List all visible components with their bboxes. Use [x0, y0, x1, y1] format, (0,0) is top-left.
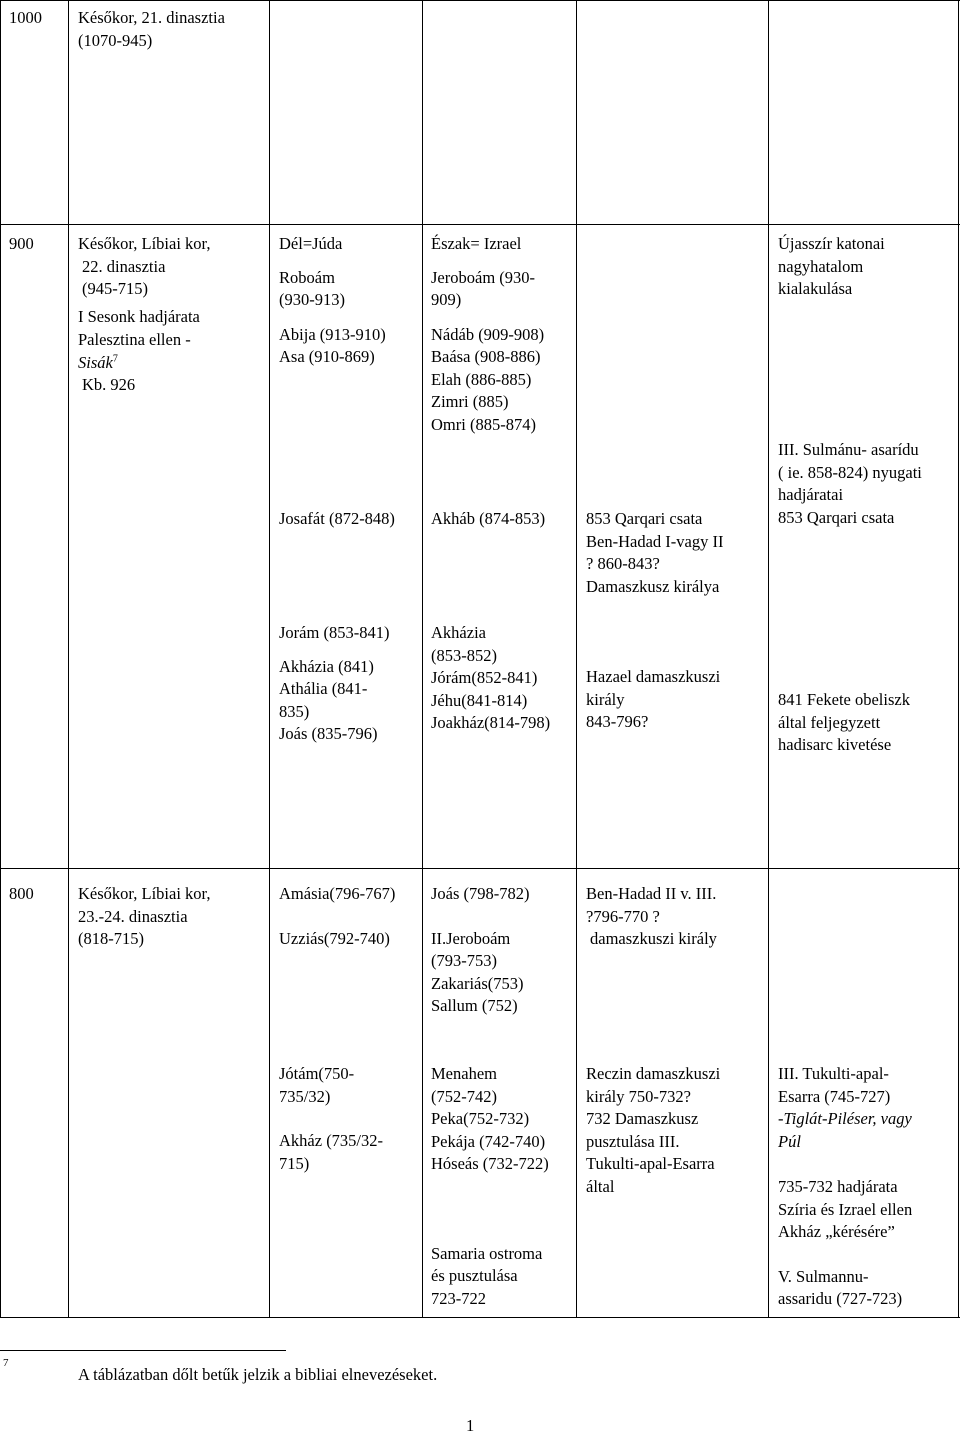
cell-line: Zimri (885) [431, 392, 509, 411]
year-cell [9, 233, 34, 256]
cell-line: Akház „kérésére” [778, 1222, 895, 1241]
cell-line: 1000 [9, 8, 42, 27]
cell-line: Jéhu(841-814) [431, 690, 528, 710]
cell-line: damaszkuszi király [590, 929, 717, 948]
cell-line: 909) [431, 290, 462, 309]
cell-line [431, 256, 544, 267]
cell-line: I Sesonk hadjárata [78, 307, 200, 327]
cell-line: király [586, 689, 625, 709]
cell-line: ?796-770 ? [586, 906, 660, 926]
page-number: 1 [466, 1416, 475, 1435]
juda-cell [279, 1063, 383, 1175]
cell-line: és pusztulása [431, 1266, 518, 1285]
cell-line: (930-913) [279, 290, 345, 309]
cell-line [431, 1176, 549, 1243]
cell-line: Athália (841- [279, 679, 368, 698]
year-cell [9, 883, 34, 906]
biblical-name: Púl [778, 1131, 801, 1151]
table-column-divider [576, 0, 577, 1318]
table-border-bottom [0, 1317, 960, 1318]
biblical-name: -Tiglát-Piléser, vagy [778, 1109, 912, 1128]
cell-line: nagyhatalom [778, 256, 864, 276]
juda-cell [279, 233, 386, 369]
israel-cell [431, 233, 544, 436]
cell-line: Akházia [431, 623, 486, 642]
cell-line: 843-796? [586, 712, 649, 731]
table-column-divider [768, 0, 769, 1318]
cell-line: Joás (798-782) [431, 884, 530, 903]
cell-line: Zakariás(753) [431, 973, 524, 993]
cell-line: hadjáratai [778, 485, 844, 504]
cell-line: Újasszír katonai [778, 234, 885, 253]
cell-line: Joakház(814-798) [431, 713, 551, 732]
cell-line: Samaria ostroma [431, 1243, 543, 1263]
cell-line: 900 [9, 234, 34, 253]
cell-line: 22. dinasztia [82, 256, 166, 276]
cell-line: Abija (913-910) [279, 324, 386, 344]
israel-cell [431, 883, 530, 1018]
biblical-name: Sisák [78, 352, 113, 372]
cell-line: Akházia (841) [279, 656, 374, 676]
cell-line [431, 312, 544, 324]
juda-cell [279, 508, 395, 531]
cell-line: assaridu (727-723) [778, 1289, 903, 1308]
damascus-cell [586, 508, 723, 598]
cell-line: 23.-24. dinasztia [78, 906, 188, 926]
cell-line: Omri (885-874) [431, 414, 536, 434]
cell-line: Peka(752-732) [431, 1109, 530, 1128]
israel-cell [431, 622, 550, 735]
cell-line: (752-742) [431, 1086, 497, 1106]
cell-line: Nádáb (909-908) [431, 324, 545, 344]
cell-line: Tukulti-apal-Esarra [586, 1154, 715, 1173]
cell-line: Pekája (742-740) [431, 1131, 546, 1151]
cell-line: Szíria és Izrael ellen [778, 1199, 913, 1219]
cell-line: 735/32) [279, 1086, 331, 1106]
cell-line: Jórám(852-841) [431, 668, 538, 687]
cell-line: Dél=Júda [279, 234, 343, 253]
table-column-divider [422, 0, 423, 1318]
cell-line: ( ie. 858-824) nyugati [778, 462, 922, 482]
cell-line: (818-715) [78, 929, 144, 948]
cell-line: Reczin damaszkuszi [586, 1064, 721, 1083]
egypt-cell [78, 883, 210, 951]
table-border-left [0, 0, 1, 1318]
cell-line: kialakulása [778, 279, 853, 298]
juda-cell [279, 883, 395, 950]
year-cell [9, 7, 42, 30]
damascus-cell [586, 666, 720, 734]
cell-line: 835) [279, 701, 310, 721]
cell-line: által feljegyzett [778, 712, 881, 732]
cell-line: Későkor, 21. dinasztia [78, 8, 225, 27]
cell-line: Kb. 926 [82, 375, 136, 395]
cell-line: 841 Fekete obeliszk [778, 690, 910, 709]
cell-line: Észak= Izrael [431, 234, 522, 253]
cell-line: pusztulása III. [586, 1131, 680, 1151]
cell-line: Palesztina ellen - [78, 329, 191, 349]
cell-line: Akháb (874-853) [431, 509, 546, 528]
footnote-number: 7 [3, 1357, 9, 1369]
cell-line: II.Jeroboám [431, 928, 511, 948]
table-column-divider [68, 0, 69, 1318]
cell-line: Jótám(750- [279, 1064, 355, 1083]
footnote-separator [0, 1350, 286, 1351]
cell-line: Baása (908-886) [431, 347, 541, 366]
cell-line [279, 256, 386, 267]
egypt-cell [78, 7, 225, 52]
damascus-cell [586, 1063, 720, 1198]
damascus-cell [586, 883, 717, 951]
cell-line: V. Sulmannu- [778, 1266, 869, 1286]
assyria-cell [778, 233, 885, 301]
cell-line: Ben-Hadad I-vagy II [586, 531, 724, 551]
israel-cell [431, 1063, 549, 1310]
cell-line: (853-852) [431, 645, 497, 665]
assyria-cell [778, 1063, 912, 1311]
cell-line: Későkor, Líbiai kor, [78, 234, 211, 253]
juda-cell [279, 622, 389, 746]
cell-line: 715) [279, 1153, 310, 1173]
cell-line: Uzziás(792-740) [279, 928, 390, 948]
cell-line: 723-722 [431, 1288, 486, 1308]
footnote-ref[interactable]: 7 [112, 353, 118, 365]
cell-line: ? 860-843? [586, 554, 660, 573]
cell-line: 735-732 hadjárata [778, 1177, 898, 1196]
cell-line [78, 352, 210, 375]
cell-line: Sallum (752) [431, 996, 518, 1015]
cell-line: Josafát (872-848) [279, 509, 395, 528]
cell-line: király 750-732? [586, 1086, 691, 1106]
israel-cell [431, 508, 545, 531]
cell-line: Joás (835-796) [279, 724, 378, 743]
footnote-text: A táblázatban dőlt betűk jelzik a bibliai elnevezéseket. [78, 1365, 438, 1384]
cell-line: Amásia(796-767) [279, 884, 396, 903]
table-border-top [0, 0, 960, 1]
cell-line: 800 [9, 884, 34, 903]
cell-line: által [586, 1176, 615, 1196]
cell-line: 853 Qarqari csata [586, 509, 703, 528]
cell-line [778, 1153, 912, 1176]
egypt-cell [78, 233, 210, 397]
cell-line: hadisarc kivetése [778, 735, 892, 754]
cell-line: Roboám [279, 267, 335, 287]
cell-line: Asa (910-869) [279, 347, 375, 366]
cell-line: Későkor, Líbiai kor, [78, 884, 211, 903]
cell-line: Jeroboám (930- [431, 267, 536, 287]
cell-line: Menahem [431, 1064, 497, 1083]
cell-line: Damaszkusz királya [586, 576, 720, 596]
cell-line: Elah (886-885) [431, 369, 532, 389]
table-border-right [958, 0, 959, 1318]
cell-line: (793-753) [431, 951, 497, 970]
cell-line: III. Sulmánu- asarídu [778, 440, 919, 459]
cell-line: (945-715) [82, 279, 148, 299]
assyria-cell [778, 689, 910, 757]
cell-line: Esarra (745-727) [778, 1086, 891, 1106]
table-row-divider [0, 224, 960, 225]
cell-line [279, 1108, 383, 1130]
cell-line: Akház (735/32- [279, 1131, 384, 1150]
table-column-divider [269, 0, 270, 1318]
cell-line: 853 Qarqari csata [778, 507, 895, 527]
cell-line: III. Tukulti-apal- [778, 1064, 889, 1083]
cell-line: Hóseás (732-722) [431, 1154, 549, 1173]
cell-line [279, 645, 389, 656]
cell-line [279, 312, 386, 324]
cell-line: (1070-945) [78, 30, 153, 50]
cell-line: 732 Damaszkusz [586, 1109, 699, 1128]
cell-line: Ben-Hadad II v. III. [586, 884, 717, 903]
assyria-cell [778, 439, 922, 529]
cell-line [431, 906, 530, 928]
cell-line: Hazael damaszkuszi [586, 667, 721, 686]
cell-line [778, 1244, 912, 1266]
cell-line [279, 906, 395, 928]
cell-line: Jorám (853-841) [279, 623, 390, 642]
table-row-divider [0, 868, 960, 869]
